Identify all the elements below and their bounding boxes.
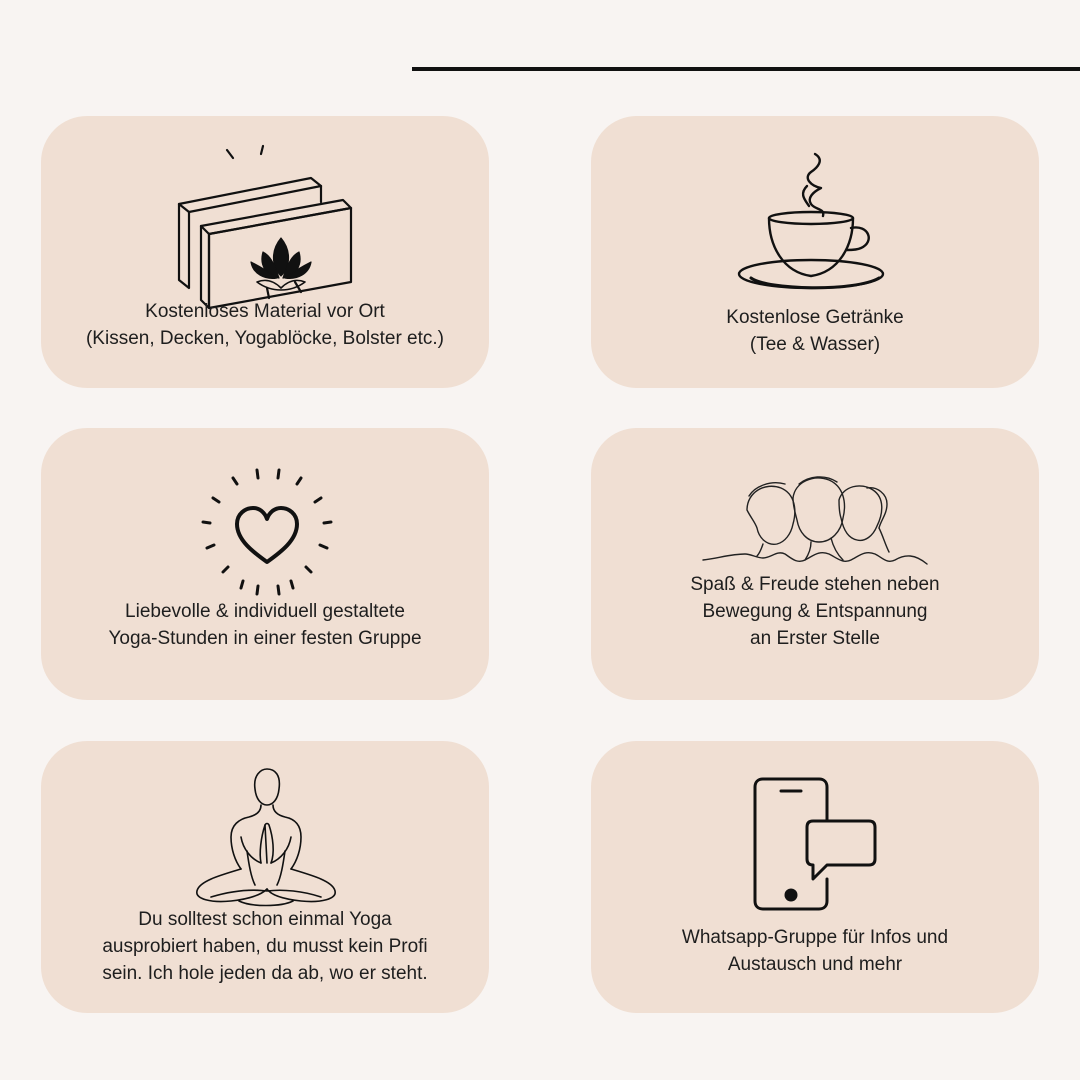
tea-cup-icon xyxy=(737,146,897,311)
radiant-heart-icon xyxy=(193,464,343,609)
top-divider-line xyxy=(412,67,1080,71)
caption-line: ausprobiert haben, du musst kein Profi xyxy=(102,936,428,957)
group-faces-icon xyxy=(701,474,931,579)
feature-card-material xyxy=(41,116,489,388)
feature-card-whatsapp xyxy=(591,741,1039,1013)
feature-card-fun xyxy=(591,428,1039,700)
feature-caption xyxy=(591,304,1039,358)
phone-chat-icon xyxy=(751,775,881,925)
feature-caption xyxy=(591,571,1039,652)
caption-line: sein. Ich hole jeden da ab, wo er steht. xyxy=(102,963,428,984)
caption-line: Whatsapp-Gruppe für Infos und xyxy=(681,927,949,948)
feature-caption xyxy=(41,598,489,652)
caption-line: (Kissen, Decken, Yogablöcke, Bolster etc.) xyxy=(85,328,445,349)
feature-caption xyxy=(41,906,489,987)
caption-line: Du solltest schon einmal Yoga xyxy=(138,909,392,930)
caption-line: Liebevolle & individuell gestaltete xyxy=(125,601,405,622)
meditation-pose-icon xyxy=(191,767,341,917)
caption-line: Bewegung & Entspannung xyxy=(702,601,928,622)
caption-line: an Erster Stelle xyxy=(750,628,880,649)
feature-caption xyxy=(41,298,489,352)
feature-caption xyxy=(591,924,1039,978)
feature-card-drinks xyxy=(591,116,1039,388)
feature-card-experience xyxy=(41,741,489,1013)
caption-line: Austausch und mehr xyxy=(727,954,903,975)
caption-line: Kostenlose Getränke xyxy=(726,307,904,328)
caption-line: (Tee & Wasser) xyxy=(749,334,881,355)
yoga-blocks-icon xyxy=(171,142,361,307)
caption-line: Kostenloses Material vor Ort xyxy=(145,301,385,322)
feature-card-lessons xyxy=(41,428,489,700)
caption-line: Spaß & Freude stehen neben xyxy=(690,574,940,595)
caption-line: Yoga-Stunden in einer festen Gruppe xyxy=(108,628,422,649)
